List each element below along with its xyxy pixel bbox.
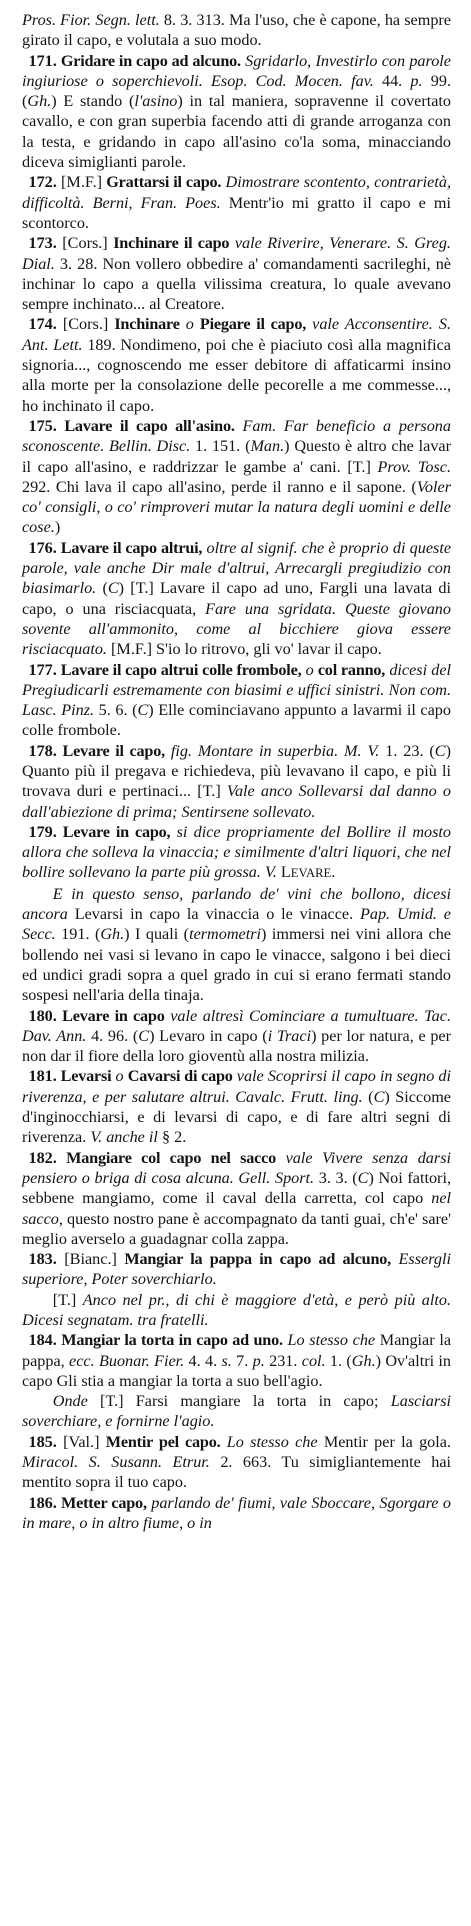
italic-text: Sgridarlo, Investirlo con parole ingiuriose o soperchievoli. Esop. Cod. Mocen. fav. (22, 51, 451, 90)
text-run: 99. ( (22, 71, 451, 111)
text-run: Levarsi in capo la vinaccia o le vinacce. (67, 905, 360, 924)
italic-text: s. (221, 1351, 232, 1370)
italic-text: Gh. (351, 1351, 376, 1370)
text-run: 4. 96. ( (86, 1026, 139, 1045)
italic-text: Vale anco Sollevarsi dal danno o dall'abiezione di prima; Sentirsene sollevato. (22, 782, 451, 821)
text-run: 8. 3. 313. Ma l'uso, che è capone, ha sempre girato il capo, e volutala a suo modo. (22, 11, 451, 50)
dictionary-entry (22, 1493, 451, 1534)
headword: Mangiar la torta in capo ad uno. (56, 1331, 283, 1350)
italic-text: Pros. Fior. Segn. lett. (22, 11, 160, 29)
headword: Levare in capo (56, 1006, 165, 1025)
italic-text: o (301, 660, 318, 679)
text-run: 5. 6. ( (94, 701, 138, 720)
text-run: 1. ( (325, 1351, 352, 1370)
headword: col ranno, (317, 660, 386, 679)
italic-text: vale Riverire, Venerare. S. Greg. Dial. (22, 234, 451, 273)
text-run: 189. Nondimeno, poi che è piaciuto così alla magnifica signoria..., cognoscendo me esser debitore di affaticarmi insino alla morte per la consolazione delle pecorelle a me commesse..., ho inchinato il capo. (22, 335, 451, 415)
dictionary-entry (22, 172, 451, 233)
italic-text: C (434, 741, 446, 760)
headword: Lavare il capo all'asino. (56, 416, 235, 435)
text-run: Mangiar la pappa, (22, 1331, 451, 1370)
text-run: ) [T.] Lavare il capo ad uno, Fargli una lavata di capo, o una risciacquata, (22, 579, 451, 618)
text-run: 7. (231, 1351, 253, 1370)
italic-text: termometri (189, 925, 262, 944)
entry-number: 182. (28, 1148, 57, 1167)
entry-number: 174. (28, 315, 57, 334)
entry-number: 185. (28, 1432, 57, 1451)
dictionary-entry (22, 741, 451, 822)
entry-number: 183. (28, 1250, 57, 1269)
text-run: ) Quanto più il pregava e richiedeva, più levavano il capo, e più li trovava duri e pertinaci... [T.] (22, 741, 451, 801)
headword: Mangiare col capo nel sacco (56, 1148, 276, 1167)
text-run: ) per lor natura, e per non dar il fiore della loro gioventù alla nostra milizia. (22, 1026, 452, 1066)
italic-text: C (137, 701, 149, 720)
headword: Metter capo, (56, 1493, 147, 1512)
headword: Lavare il capo altrui colle frombole, (56, 660, 302, 679)
text-run: ) Noi fattori, sebbene mangiamo, come il caval della carretta, col capo (22, 1168, 451, 1208)
text-run: ) E stando ( (51, 92, 135, 111)
text-run: 231. (264, 1351, 302, 1370)
dictionary-entry (22, 660, 451, 741)
italic-text: fig. Montare in superbia. M. V. (164, 741, 380, 760)
headword: Inchinare (114, 315, 180, 334)
italic-text: Pap. Umid. e Secc. (22, 905, 451, 944)
text-run: [Val.] (56, 1432, 106, 1451)
dictionary-entry (22, 822, 451, 884)
dictionary-entry (22, 1006, 451, 1067)
text-run: 292. Chi lava il capo all'asino, perde il ranno e il sapone. ( (22, 477, 417, 496)
headword: Piegare il capo, (199, 315, 307, 334)
italic-text: Fare una sgridata. Queste giovano sovente all'ammonito, come al bicchiere giova essere risciacquato. (22, 599, 451, 659)
headword: Mangiar la pappa in capo ad alcuno, (124, 1250, 392, 1269)
small-caps-ref: EVARE (290, 866, 332, 881)
text-run: [M.F.] (56, 173, 107, 192)
entry-number: 184. (28, 1331, 57, 1350)
entry-number: 181. (28, 1067, 57, 1086)
italic-text: C (107, 579, 119, 598)
text-run: ) I quali ( (124, 925, 190, 944)
italic-text: vale altresì Cominciare a tumultuare. Tac. Dav. Ann. (22, 1006, 452, 1045)
text-run: Mentir per la gola. (317, 1432, 452, 1451)
italic-text: nel sacco, (22, 1189, 451, 1228)
headword: Levare in capo, (56, 822, 171, 841)
italic-text: Fam. Far beneficio a persona sconoscente. Bellin. Disc. (22, 416, 451, 456)
text-run: ) Ov'altri in capo Gli stia a mangiar la torta a suo bell'agio. (22, 1351, 452, 1390)
italic-text: Prov. Tosc. (377, 457, 451, 476)
italic-text: Onde (52, 1392, 88, 1411)
italic-text: Anco nel pr., di chi è maggiore d'età, e però più alto. Dicesi segnatam. tra fratelli. (22, 1290, 452, 1329)
entry-number: 177. (28, 660, 57, 679)
italic-text: Lo stesso che (220, 1432, 318, 1451)
entry-number: 180. (28, 1006, 57, 1025)
italic-text: Essergli superiore, Poter soverchiarlo. (22, 1250, 451, 1289)
italic-text: si dice propriamente del Bollire il mosto allora che solleva la vinaccia; e similmente d'altri liquori, che nel bollire sollevano la parte più grossa. V. (22, 822, 452, 882)
text-run: ) in tal maniera, sopravenne il covertato cavallo, e con gran superbia facendo atti di grande arroganza con la testa, e gridando in capo all'asino co'la soma, minacciando diceva simiglianti parole. (22, 92, 451, 172)
text-run: ) Questo è altro che lavar il capo all'asino, e raddrizzar le gambe a' cani. [T.] (22, 437, 451, 476)
entry-number: 172. (28, 173, 57, 192)
text-run: 4. 4. (184, 1351, 222, 1370)
dictionary-entry (22, 51, 451, 173)
italic-text: Gh. (27, 92, 52, 111)
text-run: [M.F.] S'io lo ritrovo, gli vo' lavar il capo. (106, 640, 382, 659)
italic-text: o (179, 315, 200, 334)
italic-text: dicesi del Pregiudicarli estremamente con biasimi e uffici sinistri. Non com. Lasc. Pinz. (22, 660, 451, 720)
text-run: questo nostro pane è accompagnato da tanti guai, ch'e' sare' meglio averselo a guadagnar colla zappa. (22, 1209, 451, 1248)
italic-text: Miracol. S. Susann. Etrur. (22, 1453, 210, 1472)
text-run: . (331, 863, 336, 882)
text-run: Mentr'io mi gratto il capo e mi scontorco. (22, 193, 451, 232)
italic-text: col. (301, 1351, 326, 1370)
italic-text: Man. (250, 437, 285, 456)
italic-text: ecc. Buonar. Fier. (69, 1351, 185, 1370)
dictionary-entry (22, 233, 451, 314)
dictionary-entry (22, 314, 451, 415)
italic-text: vale Acconsentire. S. Ant. Lett. (22, 315, 451, 354)
italic-text: C (373, 1087, 385, 1106)
dictionary-entry (22, 1066, 451, 1147)
entry-number: 173. (28, 234, 57, 253)
text-run: 191. ( (55, 925, 101, 944)
dictionary-entry (22, 538, 451, 660)
italic-text: o (111, 1067, 128, 1086)
entry-continuation (22, 1391, 451, 1432)
text-run: ) (54, 518, 61, 537)
entry-continuation (22, 10, 451, 51)
headword: Grattarsi il capo. (106, 173, 222, 192)
headword: Gridare in capo ad alcuno. (56, 51, 241, 70)
italic-text: Lasciarsi soverchiare, e fornirne l'agio. (22, 1392, 451, 1431)
text-run: ( (362, 1087, 374, 1106)
italic-text: E in questo senso, parlando de' vini che bollono, dicesi ancora (22, 884, 451, 924)
headword: Inchinare il capo (113, 234, 230, 253)
italic-text: p. (252, 1351, 265, 1370)
text-run: § 2. (157, 1128, 187, 1147)
text-run: [T.] Farsi mangiare la torta in capo; (87, 1392, 391, 1411)
headword: Levarsi (56, 1067, 112, 1086)
headword: Levare il capo, (56, 741, 165, 760)
entry-number: 179. (28, 822, 57, 841)
headword: Cavarsi di capo (127, 1067, 233, 1086)
text-run: [T.] (52, 1290, 83, 1309)
dictionary-entry (22, 416, 451, 538)
italic-text: oltre al signif. che è proprio di queste parole, vale anche Dir male d'altrui, Arrecargli pregiudizio con biasimarlo. (22, 538, 452, 598)
dictionary-entry (22, 1330, 451, 1391)
text-run: [Cors.] (56, 234, 114, 253)
italic-text: Dimostrare scontento, contrarietà, difficoltà. Berni, Fran. Poes. (22, 173, 452, 212)
entry-number: 176. (28, 538, 57, 557)
italic-text: l'asino (134, 92, 178, 111)
italic-text: C (357, 1168, 369, 1187)
text-run: ( (96, 579, 108, 598)
italic-text: vale Scoprirsi il capo in segno di riverenza, e per salutare altrui. Cavalc. Frutt. ling. (22, 1067, 451, 1106)
headword: Mentir pel capo. (105, 1432, 221, 1451)
italic-text: Lo stesso che (282, 1331, 376, 1350)
entry-number: 175. (28, 416, 57, 435)
entry-continuation (22, 884, 451, 1006)
text-run: 3. 28. Non vollero obbedire a' comandamenti sacrileghi, nè inchinar lo capo a quella vilissima creatura, lo quale avevano sempre inchinato... al Creatore. (22, 254, 451, 314)
text-run: L (276, 863, 291, 882)
text-run: [Bianc.] (56, 1250, 125, 1269)
entry-number: 178. (28, 741, 57, 760)
italic-text: C (138, 1026, 150, 1045)
italic-text: V. anche il (90, 1128, 158, 1147)
text-run: 2. 663. Tu simigliantemente hai mentito sopra il tuo capo. (22, 1453, 451, 1492)
entry-number: 186. (28, 1493, 57, 1512)
text-run: 3. 3. ( (314, 1168, 358, 1187)
italic-text: p. (410, 71, 423, 90)
italic-text: Gh. (100, 925, 125, 944)
entry-continuation (22, 1290, 451, 1331)
text-run: 1. 23. ( (379, 741, 435, 760)
text-run: 44. (373, 71, 411, 90)
dictionary-entry (22, 1249, 451, 1290)
italic-text: Voler co' consigli, o co' rimproveri mutar la natura degli uomini e delle cose. (22, 477, 451, 537)
headword: Lavare il capo altrui, (56, 538, 203, 557)
italic-text: vale Vivere senza darsi pensiero o briga di cosa alcuna. Gell. Sport. (22, 1148, 451, 1187)
text-run: ) immersi nei vini allora che bollendo nei vasi si levano in capo le vinacce, salgono i bei dieci ed undici gradi sopra a quel grado in cui si erano fermati stando sospesi nell'aria della tinaja. (22, 925, 451, 1005)
text-run: ) Elle cominciavano appunto a lavarmi il capo colle frombole. (22, 701, 451, 740)
italic-text: parlando de' fiumi, vale Sboccare, Sgorgare o in mare, o in altro fiume, o in (22, 1493, 451, 1532)
italic-text: i Traci (267, 1026, 312, 1045)
dictionary-entry (22, 1148, 451, 1249)
text-run: ) Siccome d'inginocchiarsi, e di levarsi di capo, e di fare altri segni di riverenza. (22, 1087, 451, 1147)
text-run: 1. 151. ( (190, 437, 251, 456)
entry-number: 171. (28, 51, 57, 70)
dictionary-entry (22, 1432, 451, 1493)
text-run: [Cors.] (56, 315, 115, 334)
text-run: ) Levaro in capo ( (149, 1026, 268, 1045)
